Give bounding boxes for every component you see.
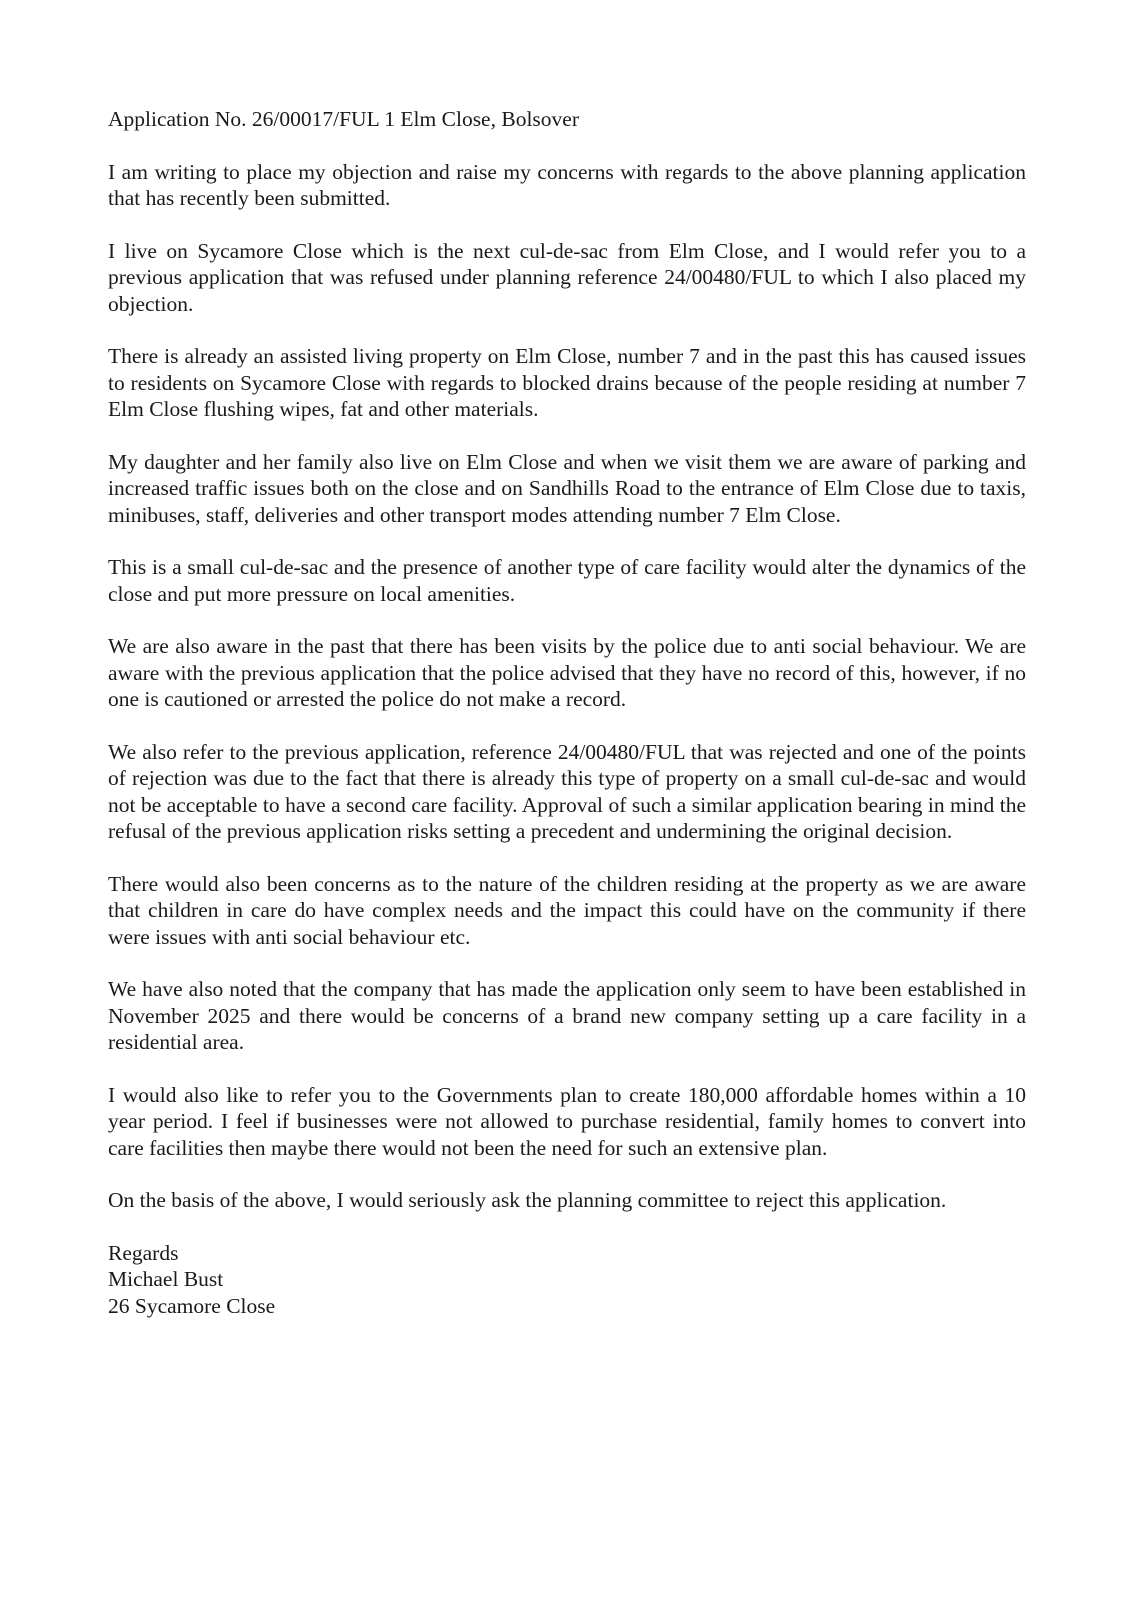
closing-salutation: Regards [108, 1240, 179, 1265]
application-heading: Application No. 26/00017/FUL 1 Elm Close, Bolsover [108, 107, 579, 131]
paragraph-police-visits: We are also aware in the past that there has been visits by the police due to anti social behaviour. We are aware with the previous application that the police advised that they have no record of this, however, if no one is cautioned or arrested the police do not make a record. [108, 634, 1026, 711]
paragraph-children-concerns: There would also been concerns as to the nature of the children residing at the property as we are aware that children in care do have complex needs and the impact this could have on the community if there were issues with anti social behaviour etc. [108, 871, 1026, 949]
paragraph-company-concerns: We have also noted that the company that has made the application only seem to have been established in November 2025 and there would be concerns of a brand new company setting up a care facility in a residential area. [108, 977, 1026, 1054]
sender-address: 26 Sycamore Close [108, 1293, 276, 1318]
paragraph-objection-intro: I am writing to place my objection and raise my concerns with regards to the above planning application that has recently been submitted. [108, 159, 1026, 210]
paragraph-rejection-reference: We also refer to the previous application, reference 24/00480/FUL that was rejected and one of the points of rejection was due to the fact that there is already this type of property on a small cul-de-sac and would not be acceptable to have a second care facility. Approval of such a similar application bearing in mind the refusal of the previous application risks setting a precedent and undermining the original decision. [108, 739, 1026, 843]
letter-closing [108, 1240, 1026, 1320]
paragraph-assisted-living: There is already an assisted living property on Elm Close, number 7 and in the past this has caused issues to residents on Sycamore Close with regards to blocked drains because of the people residing at number 7 Elm Close flushing wipes, fat and other materials. [108, 344, 1026, 421]
paragraph-request-rejection: On the basis of the above, I would seriously ask the planning committee to reject this application. [108, 1188, 947, 1212]
letter-body [108, 106, 1026, 1319]
sender-name: Michael Bust [108, 1267, 224, 1291]
paragraph-affordable-homes: I would also like to refer you to the Governments plan to create 180,000 affordable homes within a 10 year period. I feel if businesses were not allowed to purchase residential, family homes to convert into care facilities then maybe there would not been the need for such an extensive plan. [108, 1082, 1026, 1160]
paragraph-previous-application: I live on Sycamore Close which is the next cul-de-sac from Elm Close, and I would refer you to a previous application that was refused under planning reference 24/00480/FUL to which I also placed my objection. [108, 238, 1026, 316]
paragraph-parking-traffic: My daughter and her family also live on Elm Close and when we visit them we are aware of parking and increased traffic issues both on the close and on Sandhills Road to the entrance of Elm Close due to taxis, minibuses, staff, deliveries and other transport modes attending number 7 Elm Close. [108, 449, 1026, 527]
paragraph-cul-de-sac: This is a small cul-de-sac and the presence of another type of care facility would alter the dynamics of the close and put more pressure on local amenities. [108, 555, 1026, 606]
